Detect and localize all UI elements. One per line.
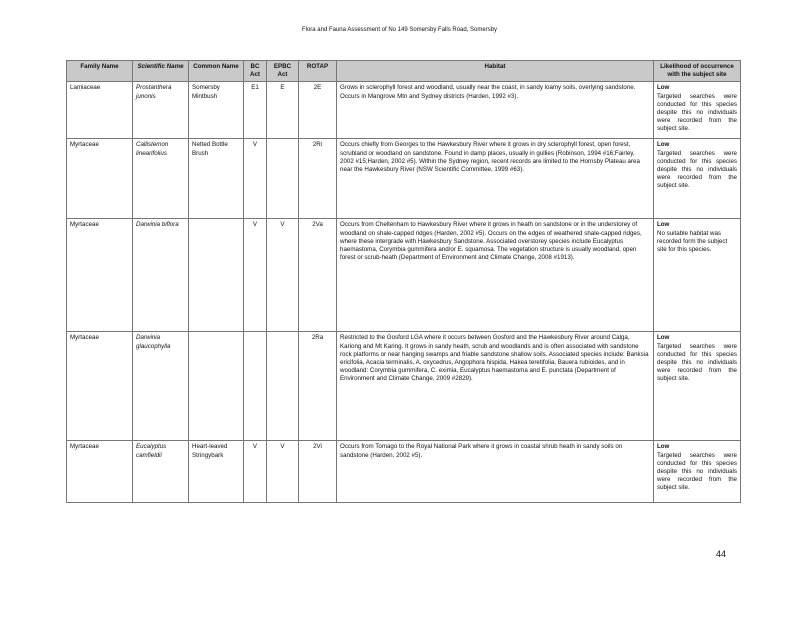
likelihood-level: Low (657, 84, 670, 92)
table-row (67, 219, 741, 332)
family-cell: Myrtaceae (67, 441, 133, 503)
scientific-name-cell: Eucalyptus camfieldii (133, 441, 189, 503)
col-epbc: EPBC Act (267, 61, 299, 82)
col-habitat: Habitat (337, 61, 654, 82)
col-rotap: ROTAP (299, 61, 337, 82)
common-name-cell (189, 332, 244, 441)
family-cell: Myrtaceae (67, 219, 133, 332)
habitat-cell: Grows in sclerophyll forest and woodland, usually near the coast, in sandy loamy soils, overlying sandstone. Occurs in Mangrove Mtn and Sydney districts (Harden, 1992 #3). (337, 82, 654, 139)
page-header: Flora and Fauna Assessment of No 149 Somersby Falls Road, Somersby (301, 27, 498, 33)
likelihood-cell (654, 332, 741, 441)
col-likelihood: Likelihood of occurrence with the subject site (654, 61, 741, 82)
likelihood-cell (654, 441, 741, 503)
bc-act-cell: V (244, 441, 267, 503)
likelihood-cell (654, 139, 741, 219)
habitat-cell: Occurs chiefly from Georges to the Hawkesbury River where it grows in dry sclerophyll forest, open forest, scrubland or woodland on sandstone. Found in damp places, usually in gullies (Robinson, 1994 #16;Fairley, 2002 #15;Harden, 2002 #5). Within the Sydney region, recent records are limited to the Hornsby Plateau area near the Hawkesbury River (NSW Scientific Committee, 1999 #63). (337, 139, 654, 219)
likelihood-text: Targeted searches were conducted for this species despite this no individuals were recorded from the subject site. (657, 149, 737, 190)
species-table (66, 60, 741, 503)
col-common: Common Name (189, 61, 244, 82)
col-bc: BC Act (244, 61, 267, 82)
likelihood-text: Targeted searches were conducted for this species despite this no individuals were recorded from the subject site. (657, 92, 737, 133)
scientific-name-cell: Callistemon linearifolius (133, 139, 189, 219)
rotap-cell: 2E (299, 82, 337, 139)
common-name-cell: Netted Bottle Brush (189, 139, 244, 219)
likelihood-text: Targeted searches were conducted for this species despite this no individuals were recorded from the subject site. (657, 342, 737, 383)
likelihood-level: Low (657, 443, 670, 451)
likelihood-level: Low (657, 334, 670, 342)
likelihood-cell (654, 82, 741, 139)
family-cell: Myrtaceae (67, 332, 133, 441)
col-scientific: Scientific Name (133, 61, 189, 82)
family-cell: Lamiaceae (67, 82, 133, 139)
common-name-cell (189, 219, 244, 332)
epbc-act-cell: V (267, 219, 299, 332)
table-row (67, 82, 741, 139)
family-cell: Myrtaceae (67, 139, 133, 219)
bc-act-cell (244, 332, 267, 441)
habitat-cell: Restricted to the Gosford LGA where it occurs between Gosford and the Hawkesbury River around Calga, Kariong and Mt Karing. It grows in sandy heath, scrub and woodlands and is often associated with sandstone rock platforms or near hanging swamps and friable sandstone shallow soils. Associated species include: Banksia ericifolia, Acacia terminalis, A. oxycedrus, Angophora hispida, Hakea teretifolia, Bauera rubioides, and in woodland: Corymbia gummifera, C. eximia, Eucalyptus haemastoma and E. punctata (Department of Environment and Climate Change, 2009 #2829). (337, 332, 654, 441)
epbc-act-cell (267, 139, 299, 219)
common-name-cell: Heart-leaved Stringybark (189, 441, 244, 503)
bc-act-cell: V (244, 219, 267, 332)
scientific-name-cell: Darwinia glaucophylla (133, 332, 189, 441)
habitat-cell: Occurs from Tomago to the Royal National Park where it grows in coastal shrub heath in sandy soils on sandstone (Harden, 2002 #5). (337, 441, 654, 503)
habitat-cell: Occurs from Cheltenham to Hawkesbury River where it grows in heath on sandstone or in the understorey of woodland on shale-capped ridges (Harden, 2002 #5). Occurs on the edges of weathered shale-capped ridges, where these intergrade with Hawkesbury Sandstone. Associated overstorey species include Eucalyptus haemastoma, Corymbia gummifera and/or E. squamosa. The vegetation structure is usually woodland, open forest or scrub-heath (Department of Environment and Climate Change, 2008 #1913). (337, 219, 654, 332)
likelihood-level: Low (657, 141, 670, 149)
epbc-act-cell: E (267, 82, 299, 139)
rotap-cell: 2Ri (299, 139, 337, 219)
likelihood-level: Low (657, 221, 670, 229)
scientific-name-cell: Prostanthera junonis (133, 82, 189, 139)
likelihood-text: Targeted searches were conducted for this species despite this no individuals were recorded from the subject site. (657, 451, 737, 492)
likelihood-cell (654, 219, 741, 332)
rotap-cell: 2Va (299, 219, 337, 332)
page-number: 44 (716, 549, 727, 559)
table-header-row (67, 61, 741, 82)
epbc-act-cell: V (267, 441, 299, 503)
table-row (67, 139, 741, 219)
bc-act-cell: V (244, 139, 267, 219)
rotap-cell: 2Vi (299, 441, 337, 503)
rotap-cell: 2Ra (299, 332, 337, 441)
likelihood-text: No suitable habitat was recorded form the subject site for this species. (657, 229, 728, 253)
bc-act-cell: E1 (244, 82, 267, 139)
common-name-cell: Somersby Mintbush (189, 82, 244, 139)
col-family: Family Name (67, 61, 133, 82)
scientific-name-cell: Darwinia biflora (133, 219, 189, 332)
table-row (67, 441, 741, 503)
table-row (67, 332, 741, 441)
epbc-act-cell (267, 332, 299, 441)
